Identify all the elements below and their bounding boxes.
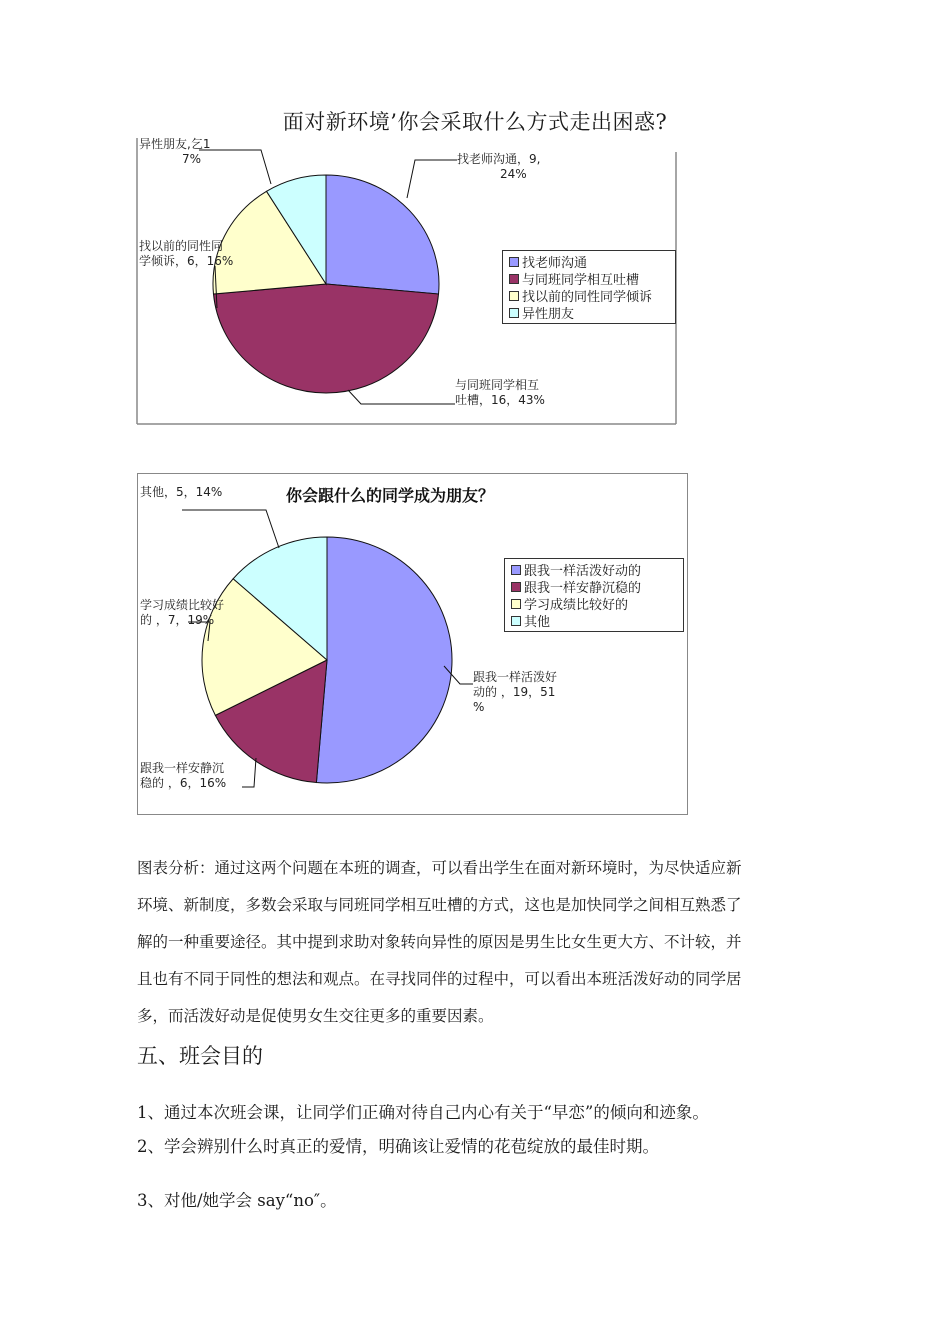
legend-item [509,253,669,270]
legend-label: 其他 [524,615,551,630]
chart2-pie [137,473,688,815]
data-label: 其他，5，14% [140,485,223,499]
legend-label: 与同班同学相互吐槽 [522,273,640,288]
data-label: 与同班同学相互 [455,378,540,392]
legend-label: 学习成绩比较好的 [524,598,629,613]
chart1-title: 面对新环境’你会采取什么方式走出困惑? [282,110,668,134]
data-label: 学倾诉，6，16% [139,254,234,268]
legend-swatch [509,291,519,301]
legend-swatch [509,257,519,267]
legend-label: 找以前的同性同学倾诉 [522,290,653,305]
legend-swatch [511,582,521,592]
legend-swatch [511,616,521,626]
legend-item [511,612,677,629]
data-label: 找老师沟通，9, [457,152,541,166]
chart1-pie [137,138,677,426]
chart2-legend [504,558,684,632]
legend-item [511,595,677,612]
data-label: 找以前的同性同 [139,239,224,253]
pie-slice [326,175,439,294]
legend-swatch [511,599,521,609]
data-label: 跟我一样安静沉 [140,761,225,775]
legend-swatch [509,308,519,318]
legend-item [511,578,677,595]
data-label: 跟我一样活泼好 [473,670,558,684]
legend-swatch [511,565,521,575]
goal-item-3: 3、对他/她学会 say“no″。 [137,1191,337,1210]
legend-item [509,270,669,287]
data-label: 24% [500,167,527,181]
data-label: 异性朋友,乞1 [139,137,211,151]
analysis-line: 且也有不同于同性的想法和观点。在寻找同伴的过程中，可以看出本班活泼好动的同学居 [137,970,742,988]
leader-line [407,160,457,198]
leader-line [242,758,256,787]
data-label: 7% [182,152,202,166]
chart2-svg [138,474,687,814]
legend-label: 跟我一样安静沉稳的 [524,581,642,596]
goal-item-2: 2、学会辨别什么时真正的爱情，明确该让爱情的花苞绽放的最佳时期。 [137,1137,659,1156]
data-label: 学习成绩比较好 [140,598,225,612]
chart1-legend [502,250,676,324]
section-heading: 五、班会目的 [137,1044,263,1068]
legend-label: 跟我一样活泼好动的 [524,564,642,579]
analysis-line: 解的一种重要途径。其中提到求助对象转向异性的原因是男生比女生更大方、不计较，并 [137,933,742,951]
legend-item [509,304,669,321]
pie-slice [213,284,438,393]
data-label: 的 ，7，19% [140,613,215,627]
data-label: % [473,700,485,714]
leader-line [199,150,271,184]
data-label: 稳的 ，6，16% [140,776,227,790]
goal-item-1: 1、通过本次班会课，让同学们正确对待自己内心有关于“早恋”的倾向和迹象。 [137,1103,709,1122]
analysis-line: 多，而活泼好动是促使男女生交往更多的重要因素。 [137,1007,494,1025]
chart2-title: 你会跟什么的同学成为朋友？ [286,486,495,505]
data-label: 吐槽，16，43% [455,393,545,407]
analysis-line: 环境、新制度，多数会采取与同班同学相互吐槽的方式，这也是加快同学之间相互熟悉了 [137,896,742,914]
pie-slice [316,537,452,783]
legend-swatch [509,274,519,284]
legend-item [511,561,677,578]
data-label: 动的 ，19，51 [473,685,556,699]
legend-label: 找老师沟通 [522,256,588,271]
legend-item [509,287,669,304]
leader-line [182,510,279,548]
analysis-paragraph [137,850,817,1035]
analysis-line: 图表分析：通过这两个问题在本班的调查，可以看出学生在面对新环境时，为尽快适应新 [137,859,742,877]
legend-label: 异性朋友 [522,307,575,322]
leader-line [348,390,455,404]
